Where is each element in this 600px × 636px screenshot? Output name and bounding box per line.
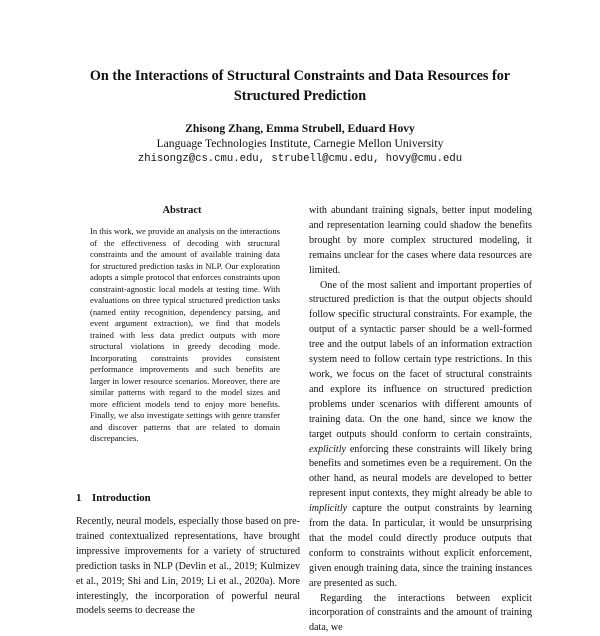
section-heading-introduction [76, 491, 300, 505]
intro-paragraph-continued: with abundant training signals, better input modeling and representation learning could shadow the benefits brought by more complex structured modeling, it remains unclear for the cases where data resources are limited. [309, 205, 532, 276]
abstract-text: In this work, we provide an analysis on the interactions of the effectiveness of decoding with structural constraints and the amount of available training data for structured prediction tasks in NLP. Our exploration adopts a simple protocol that enforces constraints upon constraint-agnostic local models at testing time. With evaluations on three typical structured prediction tasks (named entity recognition, dependency parsing, and event argument extraction), we find that models trained with less data predict outputs with more structural violations in greedy decoding mode. Incorporating constraints provides consistent performance improvements and such benefits are larger in lower resource scenarios. Moreover, there are similar patterns with regard to the model sizes and more efficient models tend to enjoy more benefits. Finally, we also investigate settings with genre transfer and discover patterns that are related to domain discrepancies. [90, 226, 280, 443]
paragraph-text-c: capture the output constraints by learning from the data. In particular, it would be unsurprising that the model could directly produce outputs that conform to constraints without explicit enforcement, given enough training data, since the training instances are presented as such. [309, 503, 532, 589]
intro-paragraph-constraints [309, 279, 532, 592]
abstract-heading: Abstract [162, 205, 202, 216]
intro-paragraph-left: Recently, neural models, especially those based on pre-trained contextualized representations, have brought impressive improvements for a variety of structured prediction tasks in NLP (Devlin et al., 2019; Kulmizev et al., 2019; Shi and Lin, 2019; Li et al., 2020a). More interestingly, the incorporation of powerful neural models seems to decrease the [76, 516, 300, 617]
section-title: Introduction [92, 492, 151, 504]
intro-paragraph-interactions: Regarding the interactions between explicit incorporation of constraints and the amount of training data, we [309, 592, 532, 634]
emphasis-explicitly: explicitly [309, 443, 346, 455]
right-column [309, 204, 532, 634]
author-emails: zhisongz@cs.cmu.edu, strubell@cmu.edu, hovy@cmu.edu [137, 153, 463, 165]
paper-title [60, 66, 540, 106]
paragraph-text-a: One of the most salient and important properties of structured prediction is that the output objects should follow specific structural constraints. For example, the output of a syntactic parser should be a well-formed tree and the output labels of an information extraction system need to follow certain type restrictions. In this work, we focus on the facet of structural constraints and explore its influence on structured prediction problems under scenarios with different amounts of training data. On the one hand, since we know the target outputs should conform to certain constraints, [309, 279, 532, 440]
emphasis-implicitly: implicitly [309, 503, 348, 515]
title-line-1: On the Interactions of Structural Constraints and Data Resources for [89, 68, 511, 84]
title-line-2: Structured Prediction [233, 88, 367, 104]
paragraph-text-b: enforcing these constraints will likely bring benefits and sometimes even be a requirement. On the other hand, as neural models are developed to better represent input contexts, they might already be able to [309, 443, 532, 500]
affiliation: Language Technologies Institute, Carnegie Mellon University [156, 137, 444, 150]
author-list: Zhisong Zhang, Emma Strubell, Eduard Hovy [185, 122, 415, 135]
section-number: 1 [76, 492, 82, 504]
